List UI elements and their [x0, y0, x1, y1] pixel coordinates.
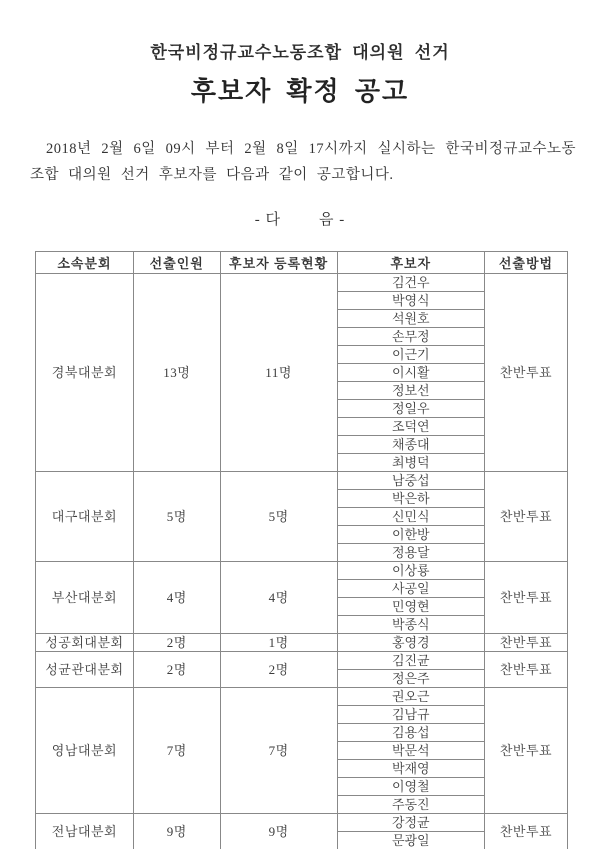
table-row [36, 634, 568, 652]
elected-cell: 4명 [133, 562, 220, 634]
branch-cell: 대구대분회 [36, 472, 134, 562]
registered-cell: 7명 [220, 688, 337, 814]
registered-cell: 1명 [220, 634, 337, 652]
candidate-cell: 이한방 [337, 526, 484, 544]
candidate-cell: 이근기 [337, 346, 484, 364]
candidate-cell: 김진균 [337, 652, 484, 670]
column-header-method: 선출방법 [484, 252, 567, 274]
candidate-cell: 사공일 [337, 580, 484, 598]
registered-cell: 2명 [220, 652, 337, 688]
candidate-cell: 신민식 [337, 508, 484, 526]
registered-cell: 9명 [220, 814, 337, 849]
branch-cell: 성균관대분회 [36, 652, 134, 688]
elected-cell: 2명 [133, 634, 220, 652]
candidates-table [35, 251, 568, 849]
candidate-cell: 석원호 [337, 310, 484, 328]
table-row [36, 562, 568, 580]
candidate-cell: 박문석 [337, 742, 484, 760]
candidate-cell: 정일우 [337, 400, 484, 418]
table-head [36, 252, 568, 274]
candidate-cell: 강정균 [337, 814, 484, 832]
elected-cell: 13명 [133, 274, 220, 472]
candidate-cell: 정보선 [337, 382, 484, 400]
table-row [36, 472, 568, 490]
candidate-cell: 이시활 [337, 364, 484, 382]
table-row [36, 814, 568, 832]
candidate-cell: 주동진 [337, 796, 484, 814]
daum-divider: - 다 음 - [254, 212, 346, 228]
candidate-cell: 박재영 [337, 760, 484, 778]
table-row [36, 652, 568, 670]
branch-cell: 영남대분회 [36, 688, 134, 814]
candidate-cell: 정은주 [337, 670, 484, 688]
elected-cell: 5명 [133, 472, 220, 562]
table-row [36, 688, 568, 706]
column-header-branch: 소속분회 [36, 252, 134, 274]
announcement-paragraph: 2018년 2월 6일 09시 부터 2월 8일 17시까지 실시하는 한국비정규교수노동조합 대의원 선거 후보자를 다음과 같이 공고합니다. [30, 141, 576, 183]
candidate-cell: 홍영경 [337, 634, 484, 652]
branch-cell: 전남대분회 [36, 814, 134, 849]
candidate-cell: 박종식 [337, 616, 484, 634]
branch-cell: 부산대분회 [36, 562, 134, 634]
registered-cell: 5명 [220, 472, 337, 562]
candidate-cell: 이영철 [337, 778, 484, 796]
elected-cell: 2명 [133, 652, 220, 688]
column-header-registered: 후보자 등록현황 [220, 252, 337, 274]
candidate-cell: 김용섭 [337, 724, 484, 742]
header-row [36, 252, 568, 274]
page-subtitle: 후보자 확정 공고 [190, 76, 410, 106]
branch-cell: 성공회대분회 [36, 634, 134, 652]
candidate-cell: 정용달 [337, 544, 484, 562]
candidate-cell: 민영현 [337, 598, 484, 616]
method-cell: 찬반투표 [484, 814, 567, 849]
branch-cell: 경북대분회 [36, 274, 134, 472]
registered-cell: 4명 [220, 562, 337, 634]
candidate-cell: 문광일 [337, 832, 484, 849]
table-body [36, 274, 568, 849]
candidate-cell: 김건우 [337, 274, 484, 292]
page-title: 한국비정규교수노동조합 대의원 선거 [150, 43, 450, 62]
candidate-cell: 김남규 [337, 706, 484, 724]
method-cell: 찬반투표 [484, 634, 567, 652]
method-cell: 찬반투표 [484, 652, 567, 688]
candidate-cell: 이상룡 [337, 562, 484, 580]
candidate-cell: 최병덕 [337, 454, 484, 472]
method-cell: 찬반투표 [484, 562, 567, 634]
candidate-cell: 손무정 [337, 328, 484, 346]
candidate-cell: 조덕연 [337, 418, 484, 436]
candidate-cell: 남중섭 [337, 472, 484, 490]
column-header-candidate: 후보자 [337, 252, 484, 274]
method-cell: 찬반투표 [484, 472, 567, 562]
method-cell: 찬반투표 [484, 688, 567, 814]
elected-cell: 9명 [133, 814, 220, 849]
candidate-cell: 박은하 [337, 490, 484, 508]
table-row [36, 274, 568, 292]
method-cell: 찬반투표 [484, 274, 567, 472]
column-header-elected: 선출인원 [133, 252, 220, 274]
registered-cell: 11명 [220, 274, 337, 472]
elected-cell: 7명 [133, 688, 220, 814]
candidate-cell: 박영식 [337, 292, 484, 310]
candidate-cell: 채종대 [337, 436, 484, 454]
candidate-cell: 권오근 [337, 688, 484, 706]
